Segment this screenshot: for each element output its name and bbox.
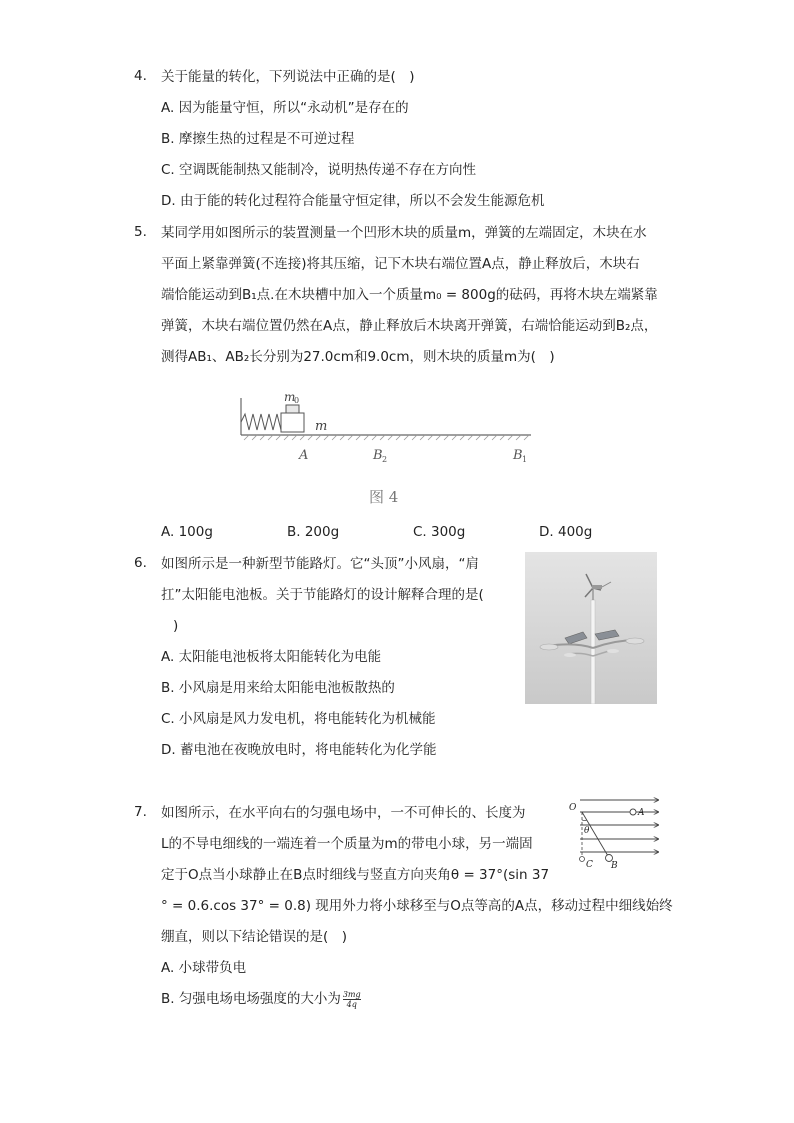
label-b2-sub: 2 (382, 455, 388, 464)
weight-m0 (286, 405, 299, 413)
wooden-block (281, 413, 304, 432)
stem-line: 绷直，则以下结论错误的是( ) (161, 929, 348, 945)
option-b-text: B. 匀强电场电场强度的大小为 (161, 991, 341, 1007)
label-b1: B (513, 448, 523, 463)
option-a: A. 因为能量守恒，所以“永动机”是存在的 (161, 100, 409, 116)
label-b1-sub: 1 (522, 455, 528, 464)
field-strength-fraction (343, 990, 361, 1009)
stem-line: ° = 0.6.cos 37° = 0.8) 现用外力将小球移至与O点等高的A点，移动过程中细线始终 (161, 898, 673, 914)
option-d: D. 蓄电池在夜晚放电时，将电能转化为化学能 (161, 742, 437, 758)
label-m0: m (284, 390, 296, 404)
stem-line: 平面上紧靠弹簧(不连接)将其压缩，记下木块右端位置A点，静止释放后，木块右 (161, 256, 640, 272)
label-a: A (299, 448, 309, 463)
option-b: B. 200g (287, 524, 340, 540)
stem-line: 定于O点当小球静止在B点时细线与竖直方向夹角θ = 37°(sin 37 (161, 867, 550, 883)
stem-line: L的不导电细线的一端连着一个质量为m的带电小球，另一端固 (161, 836, 533, 852)
question-stem (161, 549, 484, 766)
option-a: A. 小球带负电 (161, 960, 247, 976)
option-a: A. 100g (161, 524, 213, 540)
fraction-numerator: 3mg (342, 989, 361, 999)
street-lamp-image (525, 552, 657, 704)
figure-caption: 图 4 (369, 488, 399, 506)
label-m: m (315, 419, 328, 434)
label-o: O (569, 803, 577, 813)
label-theta: θ (584, 826, 590, 836)
label-c: C (586, 860, 593, 870)
stem-line: 端恰能运动到B₁点.在木块槽中加入一个质量m₀ = 800g的砝码，再将木块左端紧靠 (161, 287, 658, 303)
stem-line: 弹簧，木块右端位置仍然在A点，静止释放后木块离开弹簧，右端恰能运动到B₂点， (161, 318, 658, 334)
stem-line: 某同学用如图所示的装置测量一个凹形木块的质量m，弹簧的左端固定，木块在水 (161, 225, 647, 241)
option-c: C. 300g (413, 524, 466, 540)
option-c: C. 空调既能制热又能制冷，说明热传递不存在方向性 (161, 162, 477, 178)
electric-field-figure (560, 796, 662, 870)
spring (241, 414, 281, 430)
label-m0-sub: 0 (294, 396, 300, 405)
stem-line: 如图所示是一种新型节能路灯。它“头顶”小风扇，“肩 (161, 556, 479, 572)
question-number: 7. (134, 804, 147, 820)
option-b: B. 小风扇是用来给太阳能电池板散热的 (161, 680, 395, 696)
fraction-denominator: 4q (346, 999, 357, 1009)
label-b: B (611, 861, 618, 870)
label-a: A (638, 808, 645, 818)
stem-line: 测得AB₁、AB₂长分别为27.0cm和9.0cm，则木块的质量m为( ) (161, 349, 555, 365)
stem-line: ) (173, 618, 179, 634)
option-d: D. 400g (539, 524, 593, 540)
question-number: 5. (134, 224, 147, 240)
option-c: C. 小风扇是风力发电机，将电能转化为机械能 (161, 711, 436, 727)
question-number: 4. (134, 68, 147, 84)
q5-options (161, 521, 619, 543)
question-stem (161, 218, 658, 373)
question-number: 6. (134, 555, 147, 571)
option-b: B. 摩擦生热的过程是不可逆过程 (161, 131, 355, 147)
stem-line: 扛”太阳能电池板。关于节能路灯的设计解释合理的是( (161, 587, 484, 603)
label-b2: B (373, 448, 383, 463)
option-d: D. 由于能的转化过程符合能量守恒定律，所以不会发生能源危机 (161, 193, 545, 209)
stem-text: 关于能量的转化，下列说法中正确的是( ) (161, 69, 415, 85)
stem-line: 如图所示，在水平向右的匀强电场中，一不可伸长的、长度为 (161, 805, 526, 821)
spring-block-figure (236, 388, 546, 513)
option-b (161, 984, 673, 1015)
option-a: A. 太阳能电池板将太阳能转化为电能 (161, 649, 382, 665)
question-stem (161, 62, 544, 217)
